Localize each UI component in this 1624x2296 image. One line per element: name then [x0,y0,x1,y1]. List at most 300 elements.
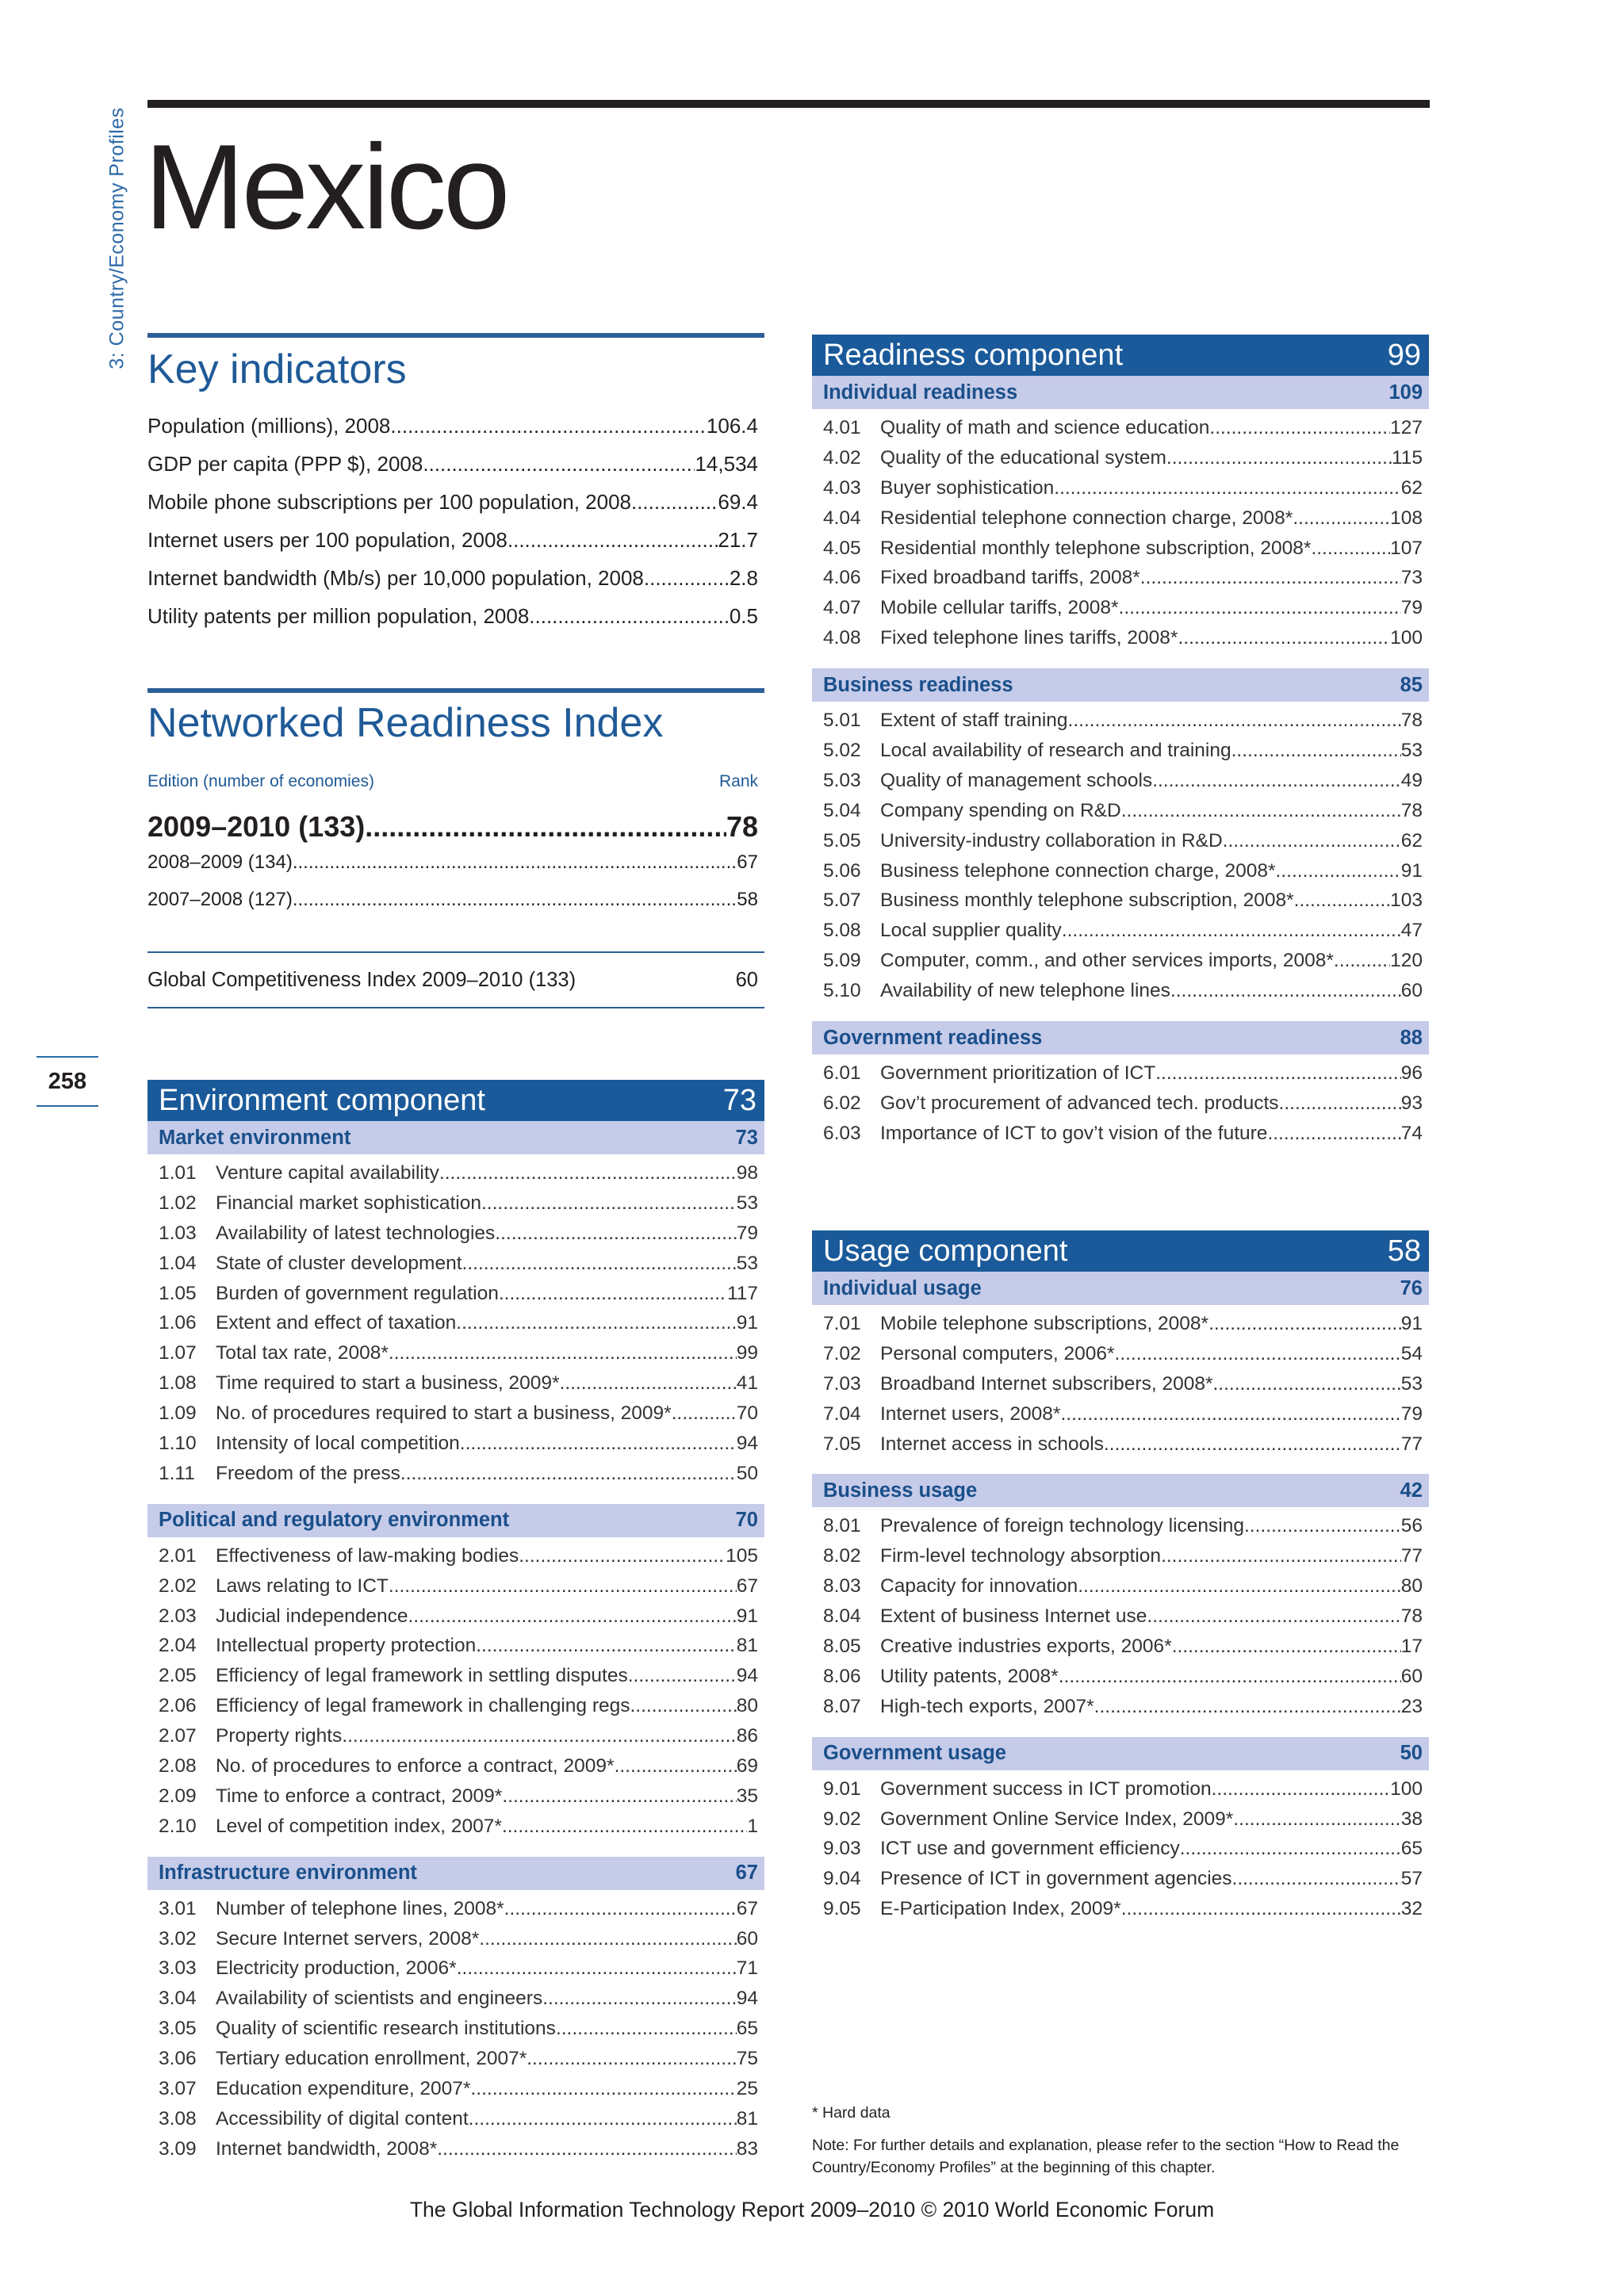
indicator-rank: 94 [736,1433,758,1455]
indicator-row [823,980,1423,1010]
indicator-row [159,1372,758,1402]
indicator-label: Extent of business Internet use [880,1605,1147,1628]
indicator-row [159,1988,758,2018]
indicator-number: 9.02 [823,1808,861,1830]
indicator-row [159,1816,758,1846]
indicator-label: High-tech exports, 2007* [880,1695,1094,1717]
indicator-row [159,1605,758,1636]
indicator-row [159,1957,758,1988]
key-indicator-row: Population (millions), 2008 ..... 106.4 [147,414,758,452]
indicator-number: 1.04 [159,1252,197,1274]
indicator-label: Firm-level technology absorption [880,1545,1162,1567]
indicator-row [159,1695,758,1725]
gci-row [147,951,764,1008]
indicator-number: 6.03 [823,1122,861,1144]
indicator-row [823,830,1423,860]
indicator-row [159,2108,758,2138]
indicator-number: 8.04 [823,1605,861,1628]
indicator-rank: 80 [1400,1575,1423,1598]
environment-component [147,1080,764,2175]
nri-current-row: 2009–2010 (133) ..... 78 [147,802,758,851]
indicator-label: Extent and effect of taxation [216,1312,457,1334]
indicator-row [159,2138,758,2168]
indicator-number: 2.09 [159,1785,197,1807]
component-title: Usage component [823,1234,1068,1268]
indicator-label: Buyer sophistication [880,476,1055,499]
indicator-row [823,477,1423,507]
nri-row: 2008–2009 (134) ..... 67 [147,851,758,889]
indicator-row [823,1403,1423,1433]
indicator-label: Quality of scientific research institutions [216,2018,556,2040]
page-number: 258 [36,1056,98,1107]
indicator-list [147,1890,764,2175]
indicator-rank: 75 [736,2048,758,2070]
indicator-label: Level of competition index, 2007* [216,1815,502,1837]
indicator-number: 3.02 [159,1927,197,1950]
indicator-number: 8.07 [823,1695,861,1717]
indicator-number: 3.05 [159,2018,197,2040]
indicator-rank: 120 [1390,950,1423,972]
top-rule [147,100,1430,108]
indicator-label: Total tax rate, 2008* [216,1342,389,1364]
indicator-rank: 105 [726,1544,758,1567]
indicator-row [159,1283,758,1313]
nri-title: Networked Readiness Index [147,700,664,746]
subindex-title: Political and regulatory environment [159,1509,510,1532]
indicator-row [823,1838,1423,1868]
indicator-number: 5.07 [823,890,861,912]
indicator-row [823,770,1423,800]
subindex-rank: 67 [735,1862,758,1885]
indicator-list [812,1770,1429,1934]
indicator-rank: 83 [736,2137,758,2160]
subindex-bar [812,376,1429,409]
subindex-rank: 88 [1400,1026,1423,1049]
indicator-rank: 91 [736,1312,758,1334]
indicator-row [823,627,1423,657]
indicator-row [159,2078,758,2108]
indicator-row [823,1808,1423,1839]
indicator-row [159,1545,758,1575]
indicator-label: Local supplier quality [880,920,1062,942]
indicator-number: 4.01 [823,417,861,438]
indicator-row [823,1313,1423,1343]
indicator-number: 9.03 [823,1838,861,1860]
indicator-rank: 62 [1400,829,1423,851]
subindex-title: Government usage [823,1742,1006,1765]
indicator-row [823,538,1423,568]
indicator-number: 2.05 [159,1665,197,1687]
indicator-number: 8.03 [823,1575,861,1598]
page-footer: The Global Information Technology Report 2009–2010 © 2010 World Economic Forum [409,2198,1215,2221]
indicator-list [812,702,1429,1016]
environment-component-bar [147,1080,764,1121]
indicator-row [159,1253,758,1283]
indicator-rank: 53 [736,1252,758,1274]
indicator-row [823,1123,1423,1153]
indicator-label: Internet access in schools [880,1433,1104,1455]
indicator-number: 4.02 [823,446,861,469]
indicator-number: 2.01 [159,1544,197,1567]
indicator-rank: 78 [1400,799,1423,821]
indicator-rank: 60 [1400,1665,1423,1687]
subindex-title: Market environment [159,1126,351,1149]
indicator-row [823,1575,1423,1605]
subindex-title: Infrastructure environment [159,1862,417,1885]
subindex-rank: 85 [1400,673,1423,696]
nri-row: 2007–2008 (127) ..... 58 [147,889,758,926]
subindex-title: Government readiness [823,1026,1043,1049]
key-indicators-title: Key indicators [147,346,407,392]
indicator-label: No. of procedures required to start a business, 2009* [216,1402,672,1425]
indicator-label: Presence of ICT in government agencies [880,1868,1232,1890]
key-indicator-row: Utility patents per million population, 2008 ..... 0.5 [147,604,758,642]
indicator-label: Venture capital availability [216,1162,439,1184]
indicator-row [159,1575,758,1605]
indicator-row [823,1898,1423,1928]
indicator-number: 7.05 [823,1433,861,1455]
indicator-number: 3.09 [159,2137,197,2160]
indicator-label: E-Participation Index, 2009* [880,1898,1121,1920]
indicator-rank: 79 [1400,597,1423,619]
key-indicator-row: GDP per capita (PPP $), 2008 ..... 14,534 [147,452,758,490]
indicator-number: 5.06 [823,859,861,882]
indicator-list [147,1537,764,1852]
indicator-rank: 62 [1400,476,1423,499]
indicator-rank: 77 [1400,1545,1423,1567]
indicator-label: Tertiary education enrollment, 2007* [216,2048,527,2070]
indicator-label: Mobile telephone subscriptions, 2008* [880,1313,1209,1334]
indicator-label: Internet users, 2008* [880,1402,1061,1425]
indicator-label: Number of telephone lines, 2008* [216,1897,504,1919]
indicator-rank: 53 [736,1192,758,1214]
indicator-number: 7.03 [823,1372,861,1395]
indicator-rank: 100 [1390,1777,1423,1800]
indicator-rank: 41 [736,1372,758,1395]
indicator-number: 3.04 [159,1988,197,2010]
subindex-bar [812,1737,1429,1770]
indicator-rank: 103 [1390,890,1423,912]
indicator-row [159,1162,758,1192]
indicator-rank: 1 [747,1815,758,1837]
indicator-row [823,1666,1423,1696]
indicator-rank: 91 [1400,859,1423,882]
nri-rank-header: Rank [718,772,758,790]
indicator-label: Government success in ICT promotion [880,1777,1212,1800]
indicator-rank: 78 [1400,710,1423,732]
indicator-number: 8.06 [823,1665,861,1687]
indicator-number: 2.07 [159,1725,197,1747]
component-rank: 99 [1387,338,1421,372]
indicator-row [159,1635,758,1665]
indicator-rank: 73 [1400,567,1423,589]
indicator-row [823,740,1423,770]
indicator-label: Mobile cellular tariffs, 2008* [880,597,1119,619]
subindex-rank: 109 [1388,381,1423,404]
indicator-label: Intensity of local competition [216,1433,460,1455]
component-rank: 58 [1387,1234,1421,1268]
indicator-rank: 117 [726,1282,758,1304]
indicator-label: Capacity for innovation [880,1575,1078,1598]
subindex-title: Individual usage [823,1276,982,1299]
indicator-row [823,1868,1423,1898]
indicator-row [823,597,1423,627]
indicator-row [823,567,1423,597]
key-indicator-row: Internet users per 100 population, 2008 ..... 21.7 [147,528,758,566]
key-indicators-rule [147,333,764,338]
indicator-label: Utility patents, 2008* [880,1665,1059,1687]
indicator-row [823,447,1423,477]
indicator-number: 5.09 [823,950,861,972]
indicator-row [159,1898,758,1928]
indicator-number: 4.05 [823,537,861,559]
indicator-label: Residential monthly telephone subscription, 2008* [880,537,1312,559]
indicator-label: Time to enforce a contract, 2009* [216,1785,503,1807]
readiness-component [812,335,1429,1159]
indicator-rank: 79 [736,1222,758,1244]
subindex-rank: 73 [735,1126,758,1149]
indicator-label: No. of procedures to enforce a contract, 2009* [216,1755,615,1777]
indicator-number: 8.01 [823,1515,861,1537]
nri-rule [147,688,764,693]
indicator-number: 5.01 [823,710,861,732]
indicator-row [823,1636,1423,1666]
indicator-number: 3.01 [159,1897,197,1919]
indicator-rank: 94 [736,1988,758,2010]
indicator-label: Local availability of research and training [880,740,1231,762]
indicator-number: 2.10 [159,1815,197,1837]
subindex-rank: 76 [1400,1276,1423,1299]
subindex-rank: 70 [735,1509,758,1532]
indicator-row [159,2048,758,2078]
indicator-rank: 70 [736,1402,758,1425]
indicator-rank: 81 [736,1635,758,1657]
indicator-label: Efficiency of legal framework in settling disputes [216,1665,628,1687]
indicator-rank: 115 [1391,446,1423,469]
indicator-rank: 81 [736,2107,758,2130]
indicator-rank: 99 [736,1342,758,1364]
indicator-number: 4.07 [823,597,861,619]
explanation-note: Note: For further details and explanation, please refer to the section “How to Read the Country/Economy Profiles” at the beginning of this chapter. [812,2137,1400,2177]
indicator-rank: 74 [1400,1122,1423,1144]
indicator-label: Computer, comm., and other services imports, 2008* [880,950,1334,972]
indicator-rank: 60 [736,1927,758,1950]
indicator-row [823,1605,1423,1636]
indicator-rank: 25 [736,2078,758,2100]
indicator-rank: 67 [736,1897,758,1919]
indicator-label: Company spending on R&D [880,799,1121,821]
indicator-label: Availability of latest technologies [216,1222,496,1244]
indicator-rank: 53 [1400,740,1423,762]
indicator-label: Intellectual property protection [216,1635,477,1657]
indicator-label: Personal computers, 2006* [880,1342,1115,1364]
section-side-label: 3: Country/Economy Profiles [105,106,128,369]
indicator-number: 2.03 [159,1605,197,1627]
indicator-number: 9.04 [823,1868,861,1890]
indicator-number: 3.08 [159,2107,197,2130]
indicator-row [159,1312,758,1342]
key-indicators-list [147,414,758,642]
indicator-row [159,1433,758,1463]
indicator-number: 7.04 [823,1402,861,1425]
indicator-rank: 50 [736,1462,758,1484]
indicator-label: Broadband Internet subscribers, 2008* [880,1372,1213,1395]
indicator-row [159,1402,758,1433]
indicator-row [823,710,1423,740]
indicator-row [823,1545,1423,1575]
indicator-label: Education expenditure, 2007* [216,2078,471,2100]
indicator-label: Availability of scientists and engineers [216,1988,543,2010]
indicator-rank: 79 [1400,1402,1423,1425]
indicator-row [159,1342,758,1372]
indicator-rank: 56 [1400,1515,1423,1537]
indicator-number: 3.03 [159,1957,197,1980]
indicator-row [159,1755,758,1785]
indicator-label: Gov’t procurement of advanced tech. products [880,1092,1279,1114]
indicator-label: Secure Internet servers, 2008* [216,1927,480,1950]
indicator-number: 6.01 [823,1062,861,1085]
indicator-list [812,1054,1429,1159]
indicator-rank: 47 [1400,920,1423,942]
nri-list [147,802,758,926]
indicator-row [823,417,1423,447]
subindex-title: Business usage [823,1479,978,1502]
indicator-label: Freedom of the press [216,1462,400,1484]
subindex-bar [812,1272,1429,1305]
subindex-bar [812,668,1429,702]
indicator-label: Judicial independence [216,1605,408,1627]
indicator-label: Fixed broadband tariffs, 2008* [880,567,1140,589]
indicator-label: Quality of math and science education [880,417,1210,438]
indicator-row [823,1515,1423,1545]
indicator-row [159,1725,758,1755]
gci-label: Global Competitiveness Index 2009–2010 (133) [147,968,576,991]
indicator-number: 2.08 [159,1755,197,1777]
indicator-row [823,1778,1423,1808]
indicator-rank: 49 [1400,769,1423,791]
indicator-list [147,1154,764,1499]
indicator-rank: 86 [736,1725,758,1747]
indicator-label: Extent of staff training [880,710,1068,732]
indicator-label: Electricity production, 2006* [216,1957,457,1980]
indicator-number: 5.10 [823,980,861,1002]
indicator-list [812,1507,1429,1732]
indicator-label: University-industry collaboration in R&D [880,829,1223,851]
indicator-row [159,1223,758,1253]
indicator-rank: 35 [736,1785,758,1807]
indicator-label: Laws relating to ICT [216,1575,389,1597]
readiness-component-bar [812,335,1429,376]
indicator-number: 8.02 [823,1545,861,1567]
indicator-number: 4.04 [823,507,861,529]
indicator-label: Quality of the educational system [880,446,1166,469]
indicator-row [159,2018,758,2048]
indicator-rank: 60 [1400,980,1423,1002]
hard-data-note: * Hard data [812,2104,891,2122]
indicator-label: Internet bandwidth, 2008* [216,2137,438,2160]
indicator-label: Residential telephone connection charge, 2008* [880,507,1293,529]
indicator-row [823,1433,1423,1464]
indicator-rank: 100 [1390,627,1423,649]
indicator-rank: 32 [1400,1898,1423,1920]
indicator-label: Efficiency of legal framework in challenging regs [216,1695,630,1717]
indicator-row [823,1696,1423,1726]
indicator-label: Time required to start a business, 2009* [216,1372,560,1395]
subindex-bar [147,1857,764,1890]
indicator-number: 3.06 [159,2048,197,2070]
indicator-list [812,409,1429,664]
gci-value: 60 [735,968,758,991]
indicator-label: Burden of government regulation [216,1282,499,1304]
subindex-rank: 42 [1400,1479,1423,1502]
indicator-rank: 23 [1400,1695,1423,1717]
indicator-rank: 65 [736,2018,758,2040]
indicator-number: 5.03 [823,769,861,791]
indicator-rank: 91 [736,1605,758,1627]
indicator-label: Government prioritization of ICT [880,1062,1156,1085]
subindex-title: Individual readiness [823,381,1018,404]
indicator-row [159,1665,758,1695]
indicator-number: 6.02 [823,1092,861,1114]
indicator-rank: 71 [736,1957,758,1980]
indicator-rank: 107 [1390,537,1423,559]
indicator-number: 7.01 [823,1313,861,1334]
indicator-row [823,1343,1423,1373]
indicator-rank: 96 [1400,1062,1423,1085]
indicator-number: 1.01 [159,1162,197,1184]
indicator-number: 1.03 [159,1222,197,1244]
indicator-label: Importance of ICT to gov’t vision of the future [880,1122,1268,1144]
subindex-bar [812,1474,1429,1507]
indicator-row [823,507,1423,538]
indicator-row [823,1062,1423,1093]
indicator-label: Property rights [216,1725,343,1747]
component-rank: 73 [722,1083,756,1117]
indicator-rank: 67 [736,1575,758,1597]
subindex-title: Business readiness [823,673,1013,696]
indicator-list [812,1305,1429,1469]
indicator-number: 5.08 [823,920,861,942]
indicator-label: Availability of new telephone lines [880,980,1170,1002]
indicator-number: 9.01 [823,1777,861,1800]
indicator-label: Prevalence of foreign technology licensing [880,1515,1244,1537]
indicator-rank: 93 [1400,1092,1423,1114]
indicator-rank: 98 [736,1162,758,1184]
indicator-label: Business monthly telephone subscription, 2008* [880,890,1294,912]
indicator-number: 2.04 [159,1635,197,1657]
indicator-rank: 65 [1400,1838,1423,1860]
subindex-rank: 50 [1400,1742,1423,1765]
indicator-label: Accessibility of digital content [216,2107,469,2130]
indicator-rank: 127 [1390,417,1423,438]
indicator-row [159,1928,758,1958]
indicator-rank: 69 [736,1755,758,1777]
indicator-rank: 57 [1400,1868,1423,1890]
indicator-label: Creative industries exports, 2006* [880,1636,1172,1658]
indicator-number: 9.05 [823,1898,861,1920]
indicator-row [159,1463,758,1493]
indicator-label: State of cluster development [216,1252,462,1274]
indicator-number: 1.08 [159,1372,197,1395]
indicator-number: 5.04 [823,799,861,821]
indicator-number: 1.10 [159,1433,197,1455]
indicator-number: 4.03 [823,476,861,499]
indicator-number: 2.02 [159,1575,197,1597]
country-title: Mexico [144,120,508,254]
indicator-number: 1.09 [159,1402,197,1425]
indicator-rank: 78 [1400,1605,1423,1628]
indicator-row [823,800,1423,830]
